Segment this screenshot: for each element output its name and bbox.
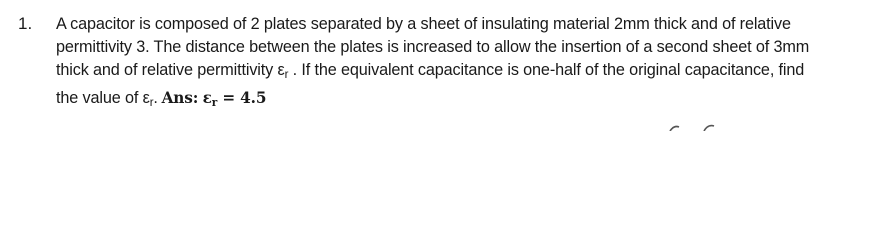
epsilon-subscript: r <box>284 67 289 81</box>
problem-line-3 <box>56 58 831 86</box>
line-3-text: thick and of relative permittivity <box>56 60 278 79</box>
problem-line-4 <box>56 86 831 114</box>
epsilon-subscript: r <box>149 95 154 109</box>
line-4-period: . <box>153 88 158 107</box>
problem-line-2: permittivity 3. The distance between the plates is increased to allow the insertion of a second sheet of 3mm <box>56 37 810 56</box>
problem-number: 1. <box>18 14 33 33</box>
epsilon-symbol: ε <box>142 88 150 107</box>
answer-symbol: ε <box>202 88 212 107</box>
stray-ink-marks <box>648 122 738 131</box>
answer-label: Ans: <box>161 88 199 107</box>
answer-equals: = <box>217 88 241 107</box>
problem-text <box>56 12 831 114</box>
epsilon-symbol: ε <box>277 60 285 79</box>
problem-item <box>18 12 868 114</box>
answer-value: 4.5 <box>240 88 267 107</box>
answer-subscript: r <box>211 96 218 109</box>
problem-line-1: A capacitor is composed of 2 plates separated by a sheet of insulating material 2mm thick and of relative <box>56 14 791 33</box>
line-4-prefix: the value of <box>56 88 143 107</box>
line-3-tail: . If the equivalent capacitance is one-half of the original capacitance, find <box>288 60 805 79</box>
